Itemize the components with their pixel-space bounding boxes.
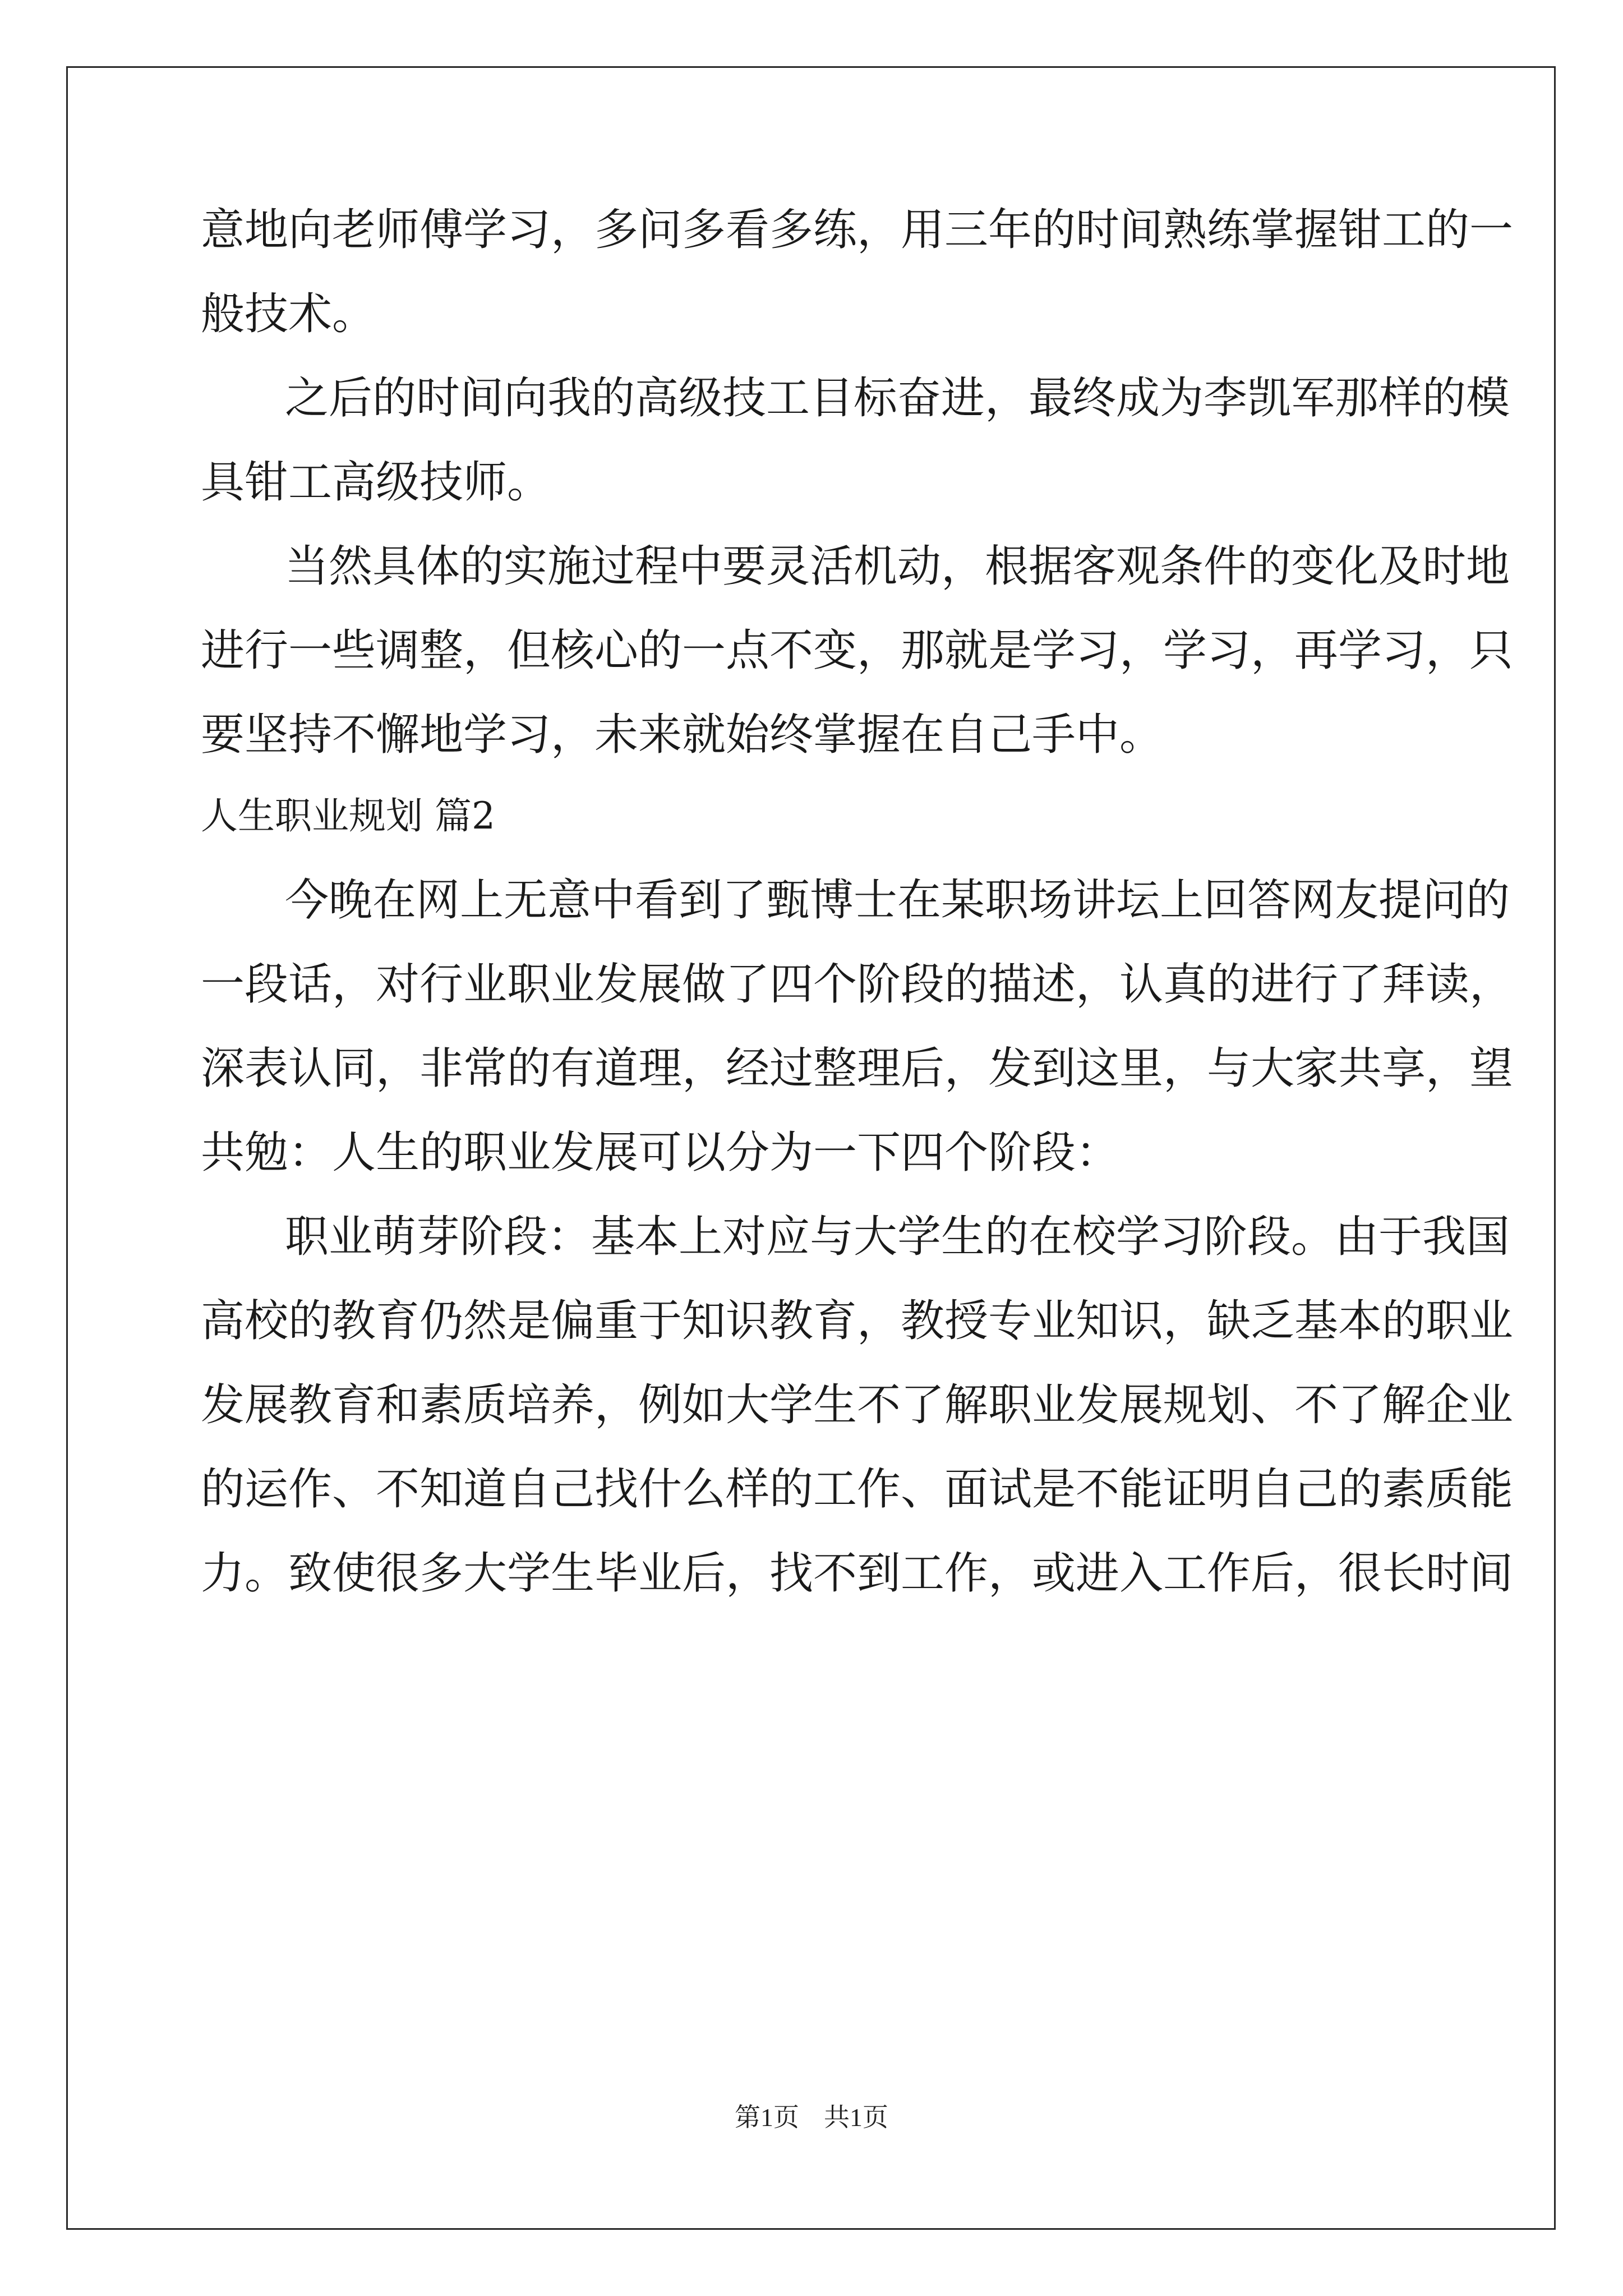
- paragraph-line: 进行一些调整，但核心的一点不变，那就是学习，学习，再学习，只: [201, 625, 1514, 676]
- paragraph-line: 意地向老师傅学习，多问多看多练，用三年的时间熟练掌握钳工的一: [201, 205, 1514, 255]
- page-total: 共1页: [824, 2103, 888, 2132]
- paragraph-line: 当然具体的实施过程中要灵活机动，根据客观条件的变化及时地: [285, 541, 1510, 592]
- paragraph-line: 力。致使很多大学生毕业后，找不到工作，或进入工作后，很长时间: [201, 1548, 1514, 1599]
- paragraph-line: 的运作、不知道自己找什么样的工作、面试是不能证明自己的素质能: [201, 1464, 1514, 1515]
- section-heading: 人生职业规划 篇2: [201, 794, 495, 838]
- paragraph-line: 深表认同，非常的有道理，经过整理后，发到这里，与大家共享，望: [201, 1043, 1514, 1094]
- paragraph-line: 今晚在网上无意中看到了甄博士在某职场讲坛上回答网友提问的: [285, 875, 1510, 926]
- paragraph-line: 之后的时间向我的高级技工目标奋进，最终成为李凯军那样的模: [285, 373, 1510, 424]
- page-number: 第1页: [735, 2103, 799, 2132]
- paragraph-line: 一段话，对行业职业发展做了四个阶段的描述，认真的进行了拜读，: [201, 959, 1514, 1010]
- paragraph-line: 职业萌芽阶段：基本上对应与大学生的在校学习阶段。由于我国: [285, 1212, 1510, 1262]
- paragraph-line: 发展教育和素质培养，例如大学生不了解职业发展规划、不了解企业: [201, 1380, 1514, 1430]
- paragraph-line: 共勉：人生的职业发展可以分为一下四个阶段：: [201, 1128, 1120, 1178]
- paragraph-line: 高校的教育仍然是偏重于知识教育，教授专业知识，缺乏基本的职业: [201, 1296, 1514, 1346]
- paragraph-line: 要坚持不懈地学习，未来就始终掌握在自己手中。: [201, 710, 1164, 760]
- paragraph-line: 具钳工高级技师。: [201, 457, 551, 508]
- page-footer: [0, 2101, 1623, 2134]
- paragraph-line: 般技术。: [201, 289, 376, 339]
